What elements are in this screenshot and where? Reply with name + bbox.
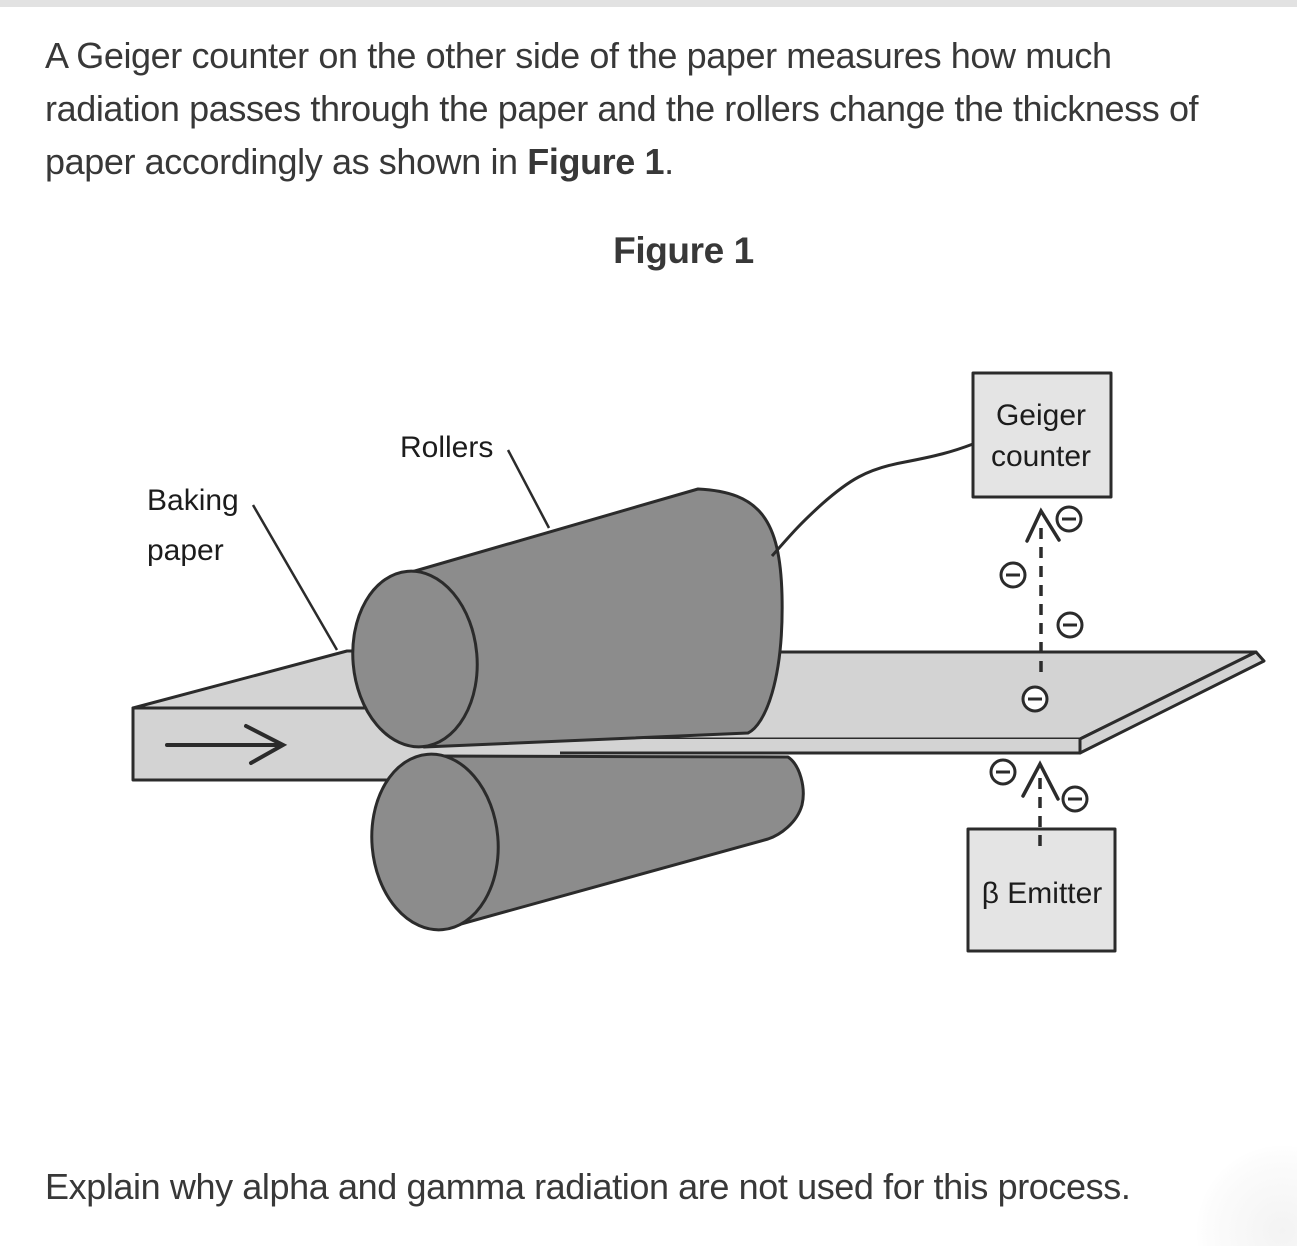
electron-icon <box>1063 787 1087 811</box>
rollers-label: Rollers <box>400 431 494 464</box>
geiger-counter-box <box>973 373 1111 497</box>
beta-path-upper <box>1027 511 1059 672</box>
baking-paper-label-line1: Baking <box>147 484 239 517</box>
roller-bottom <box>365 749 804 935</box>
intro-line-3-period: . <box>664 141 674 182</box>
beta-emitter-label: β Emitter <box>981 877 1103 910</box>
intro-line-2: radiation passes through the paper and the rollers change the thickness of <box>45 88 1199 129</box>
intro-line-3-text: paper accordingly as shown in <box>45 141 528 182</box>
intro-line-1: A Geiger counter on the other side of the paper measures how much <box>45 35 1112 76</box>
geiger-counter-label-line2: counter <box>990 440 1092 473</box>
electron-icon <box>1023 687 1047 711</box>
baking-paper-label-line2: paper <box>147 534 224 567</box>
geiger-counter-label-line1: Geiger <box>995 399 1087 432</box>
figure-title: Figure 1 <box>613 230 754 271</box>
electron-icon <box>991 760 1015 784</box>
electron-icon <box>1058 613 1082 637</box>
geiger-wire <box>772 444 973 556</box>
arrowhead-up-top <box>1027 511 1059 541</box>
question-text: Explain why alpha and gamma radiation are not used for this process. <box>45 1166 1131 1207</box>
rollers-leader-line <box>508 450 549 528</box>
beta-emitter-box <box>968 829 1115 951</box>
baking-paper-leader-line <box>253 505 337 650</box>
electron-icon <box>1057 507 1081 531</box>
electron-icon <box>1001 563 1025 587</box>
figure-reference: Figure 1 <box>527 141 665 182</box>
roller-top <box>346 489 783 752</box>
